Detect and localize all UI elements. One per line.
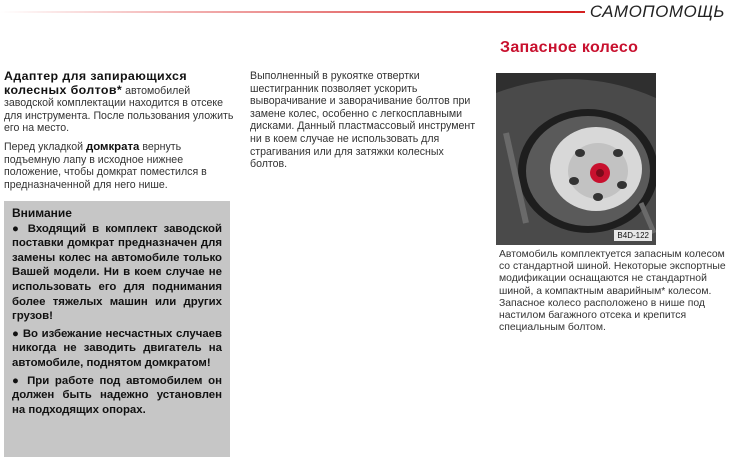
warning-title: Внимание bbox=[12, 206, 72, 220]
adapter-paragraph bbox=[4, 70, 234, 135]
warning-bullet-3: ● При работе под автомобилем он должен быть надежно установлен на подходящих опорах. bbox=[12, 374, 222, 416]
photo-caption: Автомобиль комплектуется запасным колесом со стандартной шиной. Некоторые экспортные модификации оснащаются не стандартной шиной, а компактным аварийным* колесом. Запасное колесо расположено в нише под настилом багажного отсека и крепится специальным болтом. bbox=[499, 249, 726, 334]
jack-paragraph bbox=[4, 141, 234, 191]
warning-bullet-1: ● Входящий в комплект заводской поставки домкрат предназначен для замены колес на автомобиле только Вашей модели. Ни в коем случае не использовать его для поднимания более тяжелых машин или других грузов! bbox=[12, 222, 222, 323]
section-title: САМОПОМОЩЬ bbox=[589, 2, 725, 21]
spare-wheel-title: Запасное колесо bbox=[500, 39, 639, 56]
middle-column bbox=[250, 70, 482, 177]
warning-box bbox=[4, 201, 230, 457]
jack-text-1: Перед укладкой bbox=[4, 140, 86, 153]
warning-bullet-2: ● Во избежание несчастных случаев никогда не заводить двигатель на автомобиле, поднятом домкратом! bbox=[12, 327, 222, 369]
header-rule bbox=[0, 11, 585, 13]
left-column bbox=[4, 70, 234, 197]
photo-code: B4D-122 bbox=[614, 230, 652, 241]
adapter-heading: Адаптер для запирающихся колесных болтов* bbox=[4, 69, 187, 97]
middle-paragraph: Выполненный в рукоятке отвертки шестигранник позволяет ускорить выворачивание и заворачивание болтов при замене колес, особенно с легкосплавными дисками. Данный пластмассовый инструмент ни в коем случае не использовать для страгивания или для затяжки колесных болтов. bbox=[250, 70, 476, 171]
adapter-text: автомобилей заводской комплектации находится в отсеке для инструмента. После пользования уложить его на место. bbox=[4, 84, 234, 135]
jack-bold: домкрата bbox=[86, 140, 140, 153]
spare-wheel-illustration bbox=[496, 73, 656, 245]
jack-text-2: вернуть подъемную лапу в исходное нижнее положение, чтобы домкрат поместился в предназначенной для него нише. bbox=[4, 140, 207, 191]
spare-wheel-photo bbox=[496, 73, 656, 245]
